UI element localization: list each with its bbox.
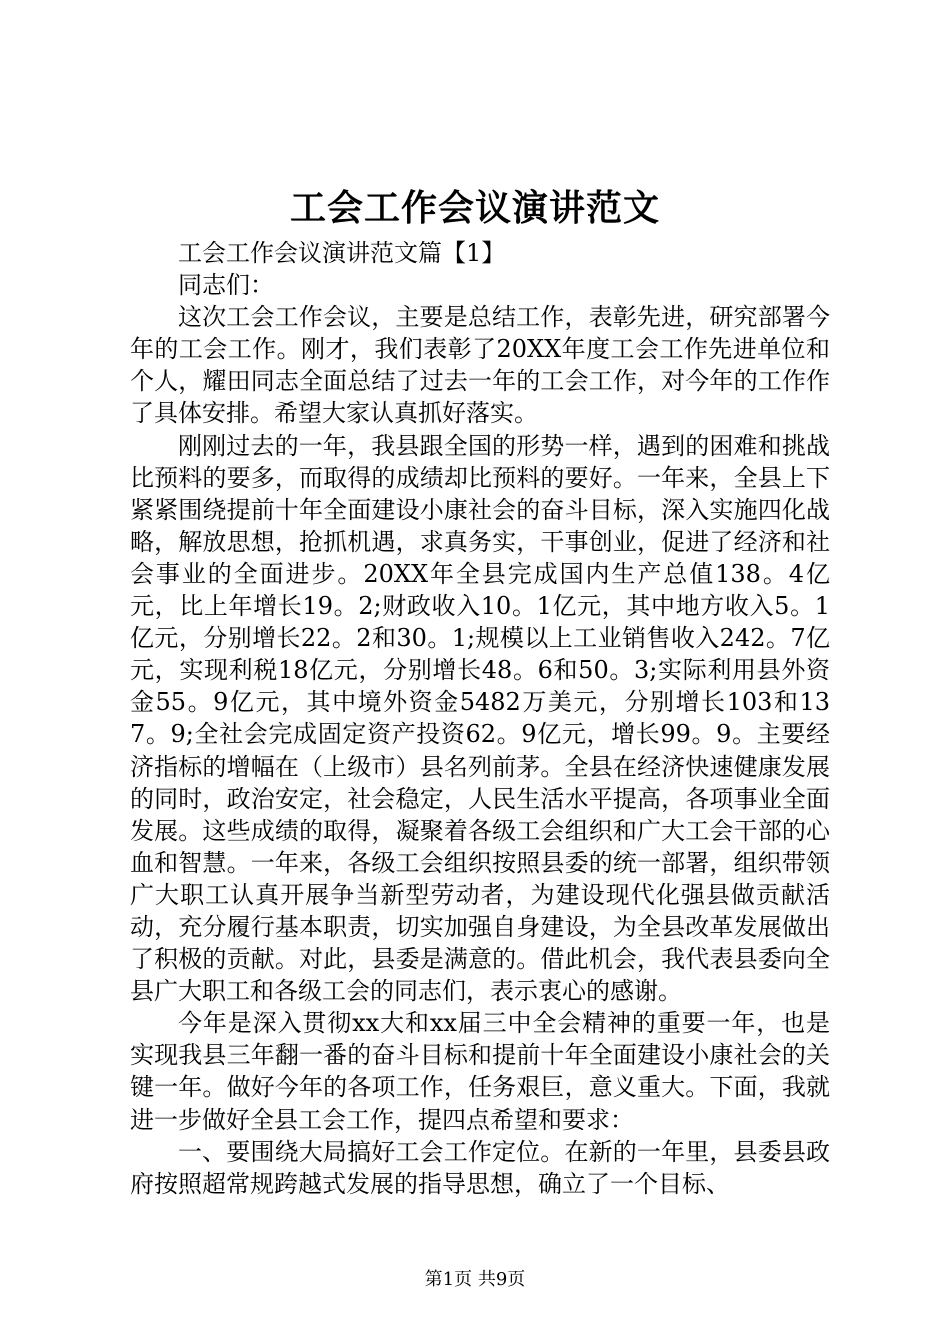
salutation: 同志们： — [178, 271, 274, 300]
document-body — [130, 237, 830, 1200]
document-title: 工会工作会议演讲范文 — [289, 187, 660, 229]
paragraph: 这次工会工作会议，主要是总结工作，表彰先进，研究部署今年的工会工作。刚才，我们表彰了20XX年度工会工作先进单位和个人，耀田同志全面总结了过去一年的工会工作，对今年的工作作了具体安排。希望大家认真抓好落实。 — [130, 303, 830, 428]
paragraph: 一、要围绕大局搞好工会工作定位。在新的一年里，县委县政府按照超常规跨越式发展的指导思想，确立了一个目标、 — [130, 1137, 830, 1198]
paragraph: 刚刚过去的一年，我县跟全国的形势一样，遇到的困难和挑战比预料的要多，而取得的成绩却比预料的要好。一年来，全县上下紧紧围绕提前十年全面建设小康社会的奋斗目标，深入实施四化战略，解放思想，抢抓机遇，求真务实，干事创业，促进了经济和社会事业的全面进步。20XX年全县完成国内生产总值138。4亿元，比上年增长19。2;财政收入10。1亿元，其中地方收入5。1亿元，分别增长22。2和30。1;规模以上工业销售收入242。7亿元，实现利税18亿元，分别增长48。6和50。3;实际利用县外资金55。9亿元，其中境外资金5482万美元，分别增长103和137。9;全社会完成固定资产投资62。9亿元，增长99。9。主要经济指标的增幅在（上级市）县名列前茅。全县在经济快速健康发展的同时，政治安定，社会稳定，人民生活水平提高，各项事业全面发展。这些成绩的取得，凝聚着各级工会组织和广大工会干部的心血和智慧。一年来，各级工会组织按照县委的统一部署，组织带领广大职工认真开展争当新型劳动者，为建设现代化强县做贡献活动，充分履行基本职责，切实加强自身建设，为全县改革发展做出了积极的贡献。对此，县委是满意的。借此机会，我代表县委向全县广大职工和各级工会的同志们，表示衷心的感谢。 — [130, 431, 830, 1006]
paragraph: 今年是深入贯彻xx大和xx届三中全会精神的重要一年，也是实现我县三年翻一番的奋斗目标和提前十年全面建设小康社会的关键一年。做好今年的各项工作，任务艰巨，意义重大。下面，我就进一步做好全县工会工作，提四点希望和要求： — [130, 1009, 830, 1134]
page-number-footer: 第1页 共9页 — [424, 1269, 526, 1290]
section-heading: 工会工作会议演讲范文篇【1】 — [178, 239, 506, 267]
